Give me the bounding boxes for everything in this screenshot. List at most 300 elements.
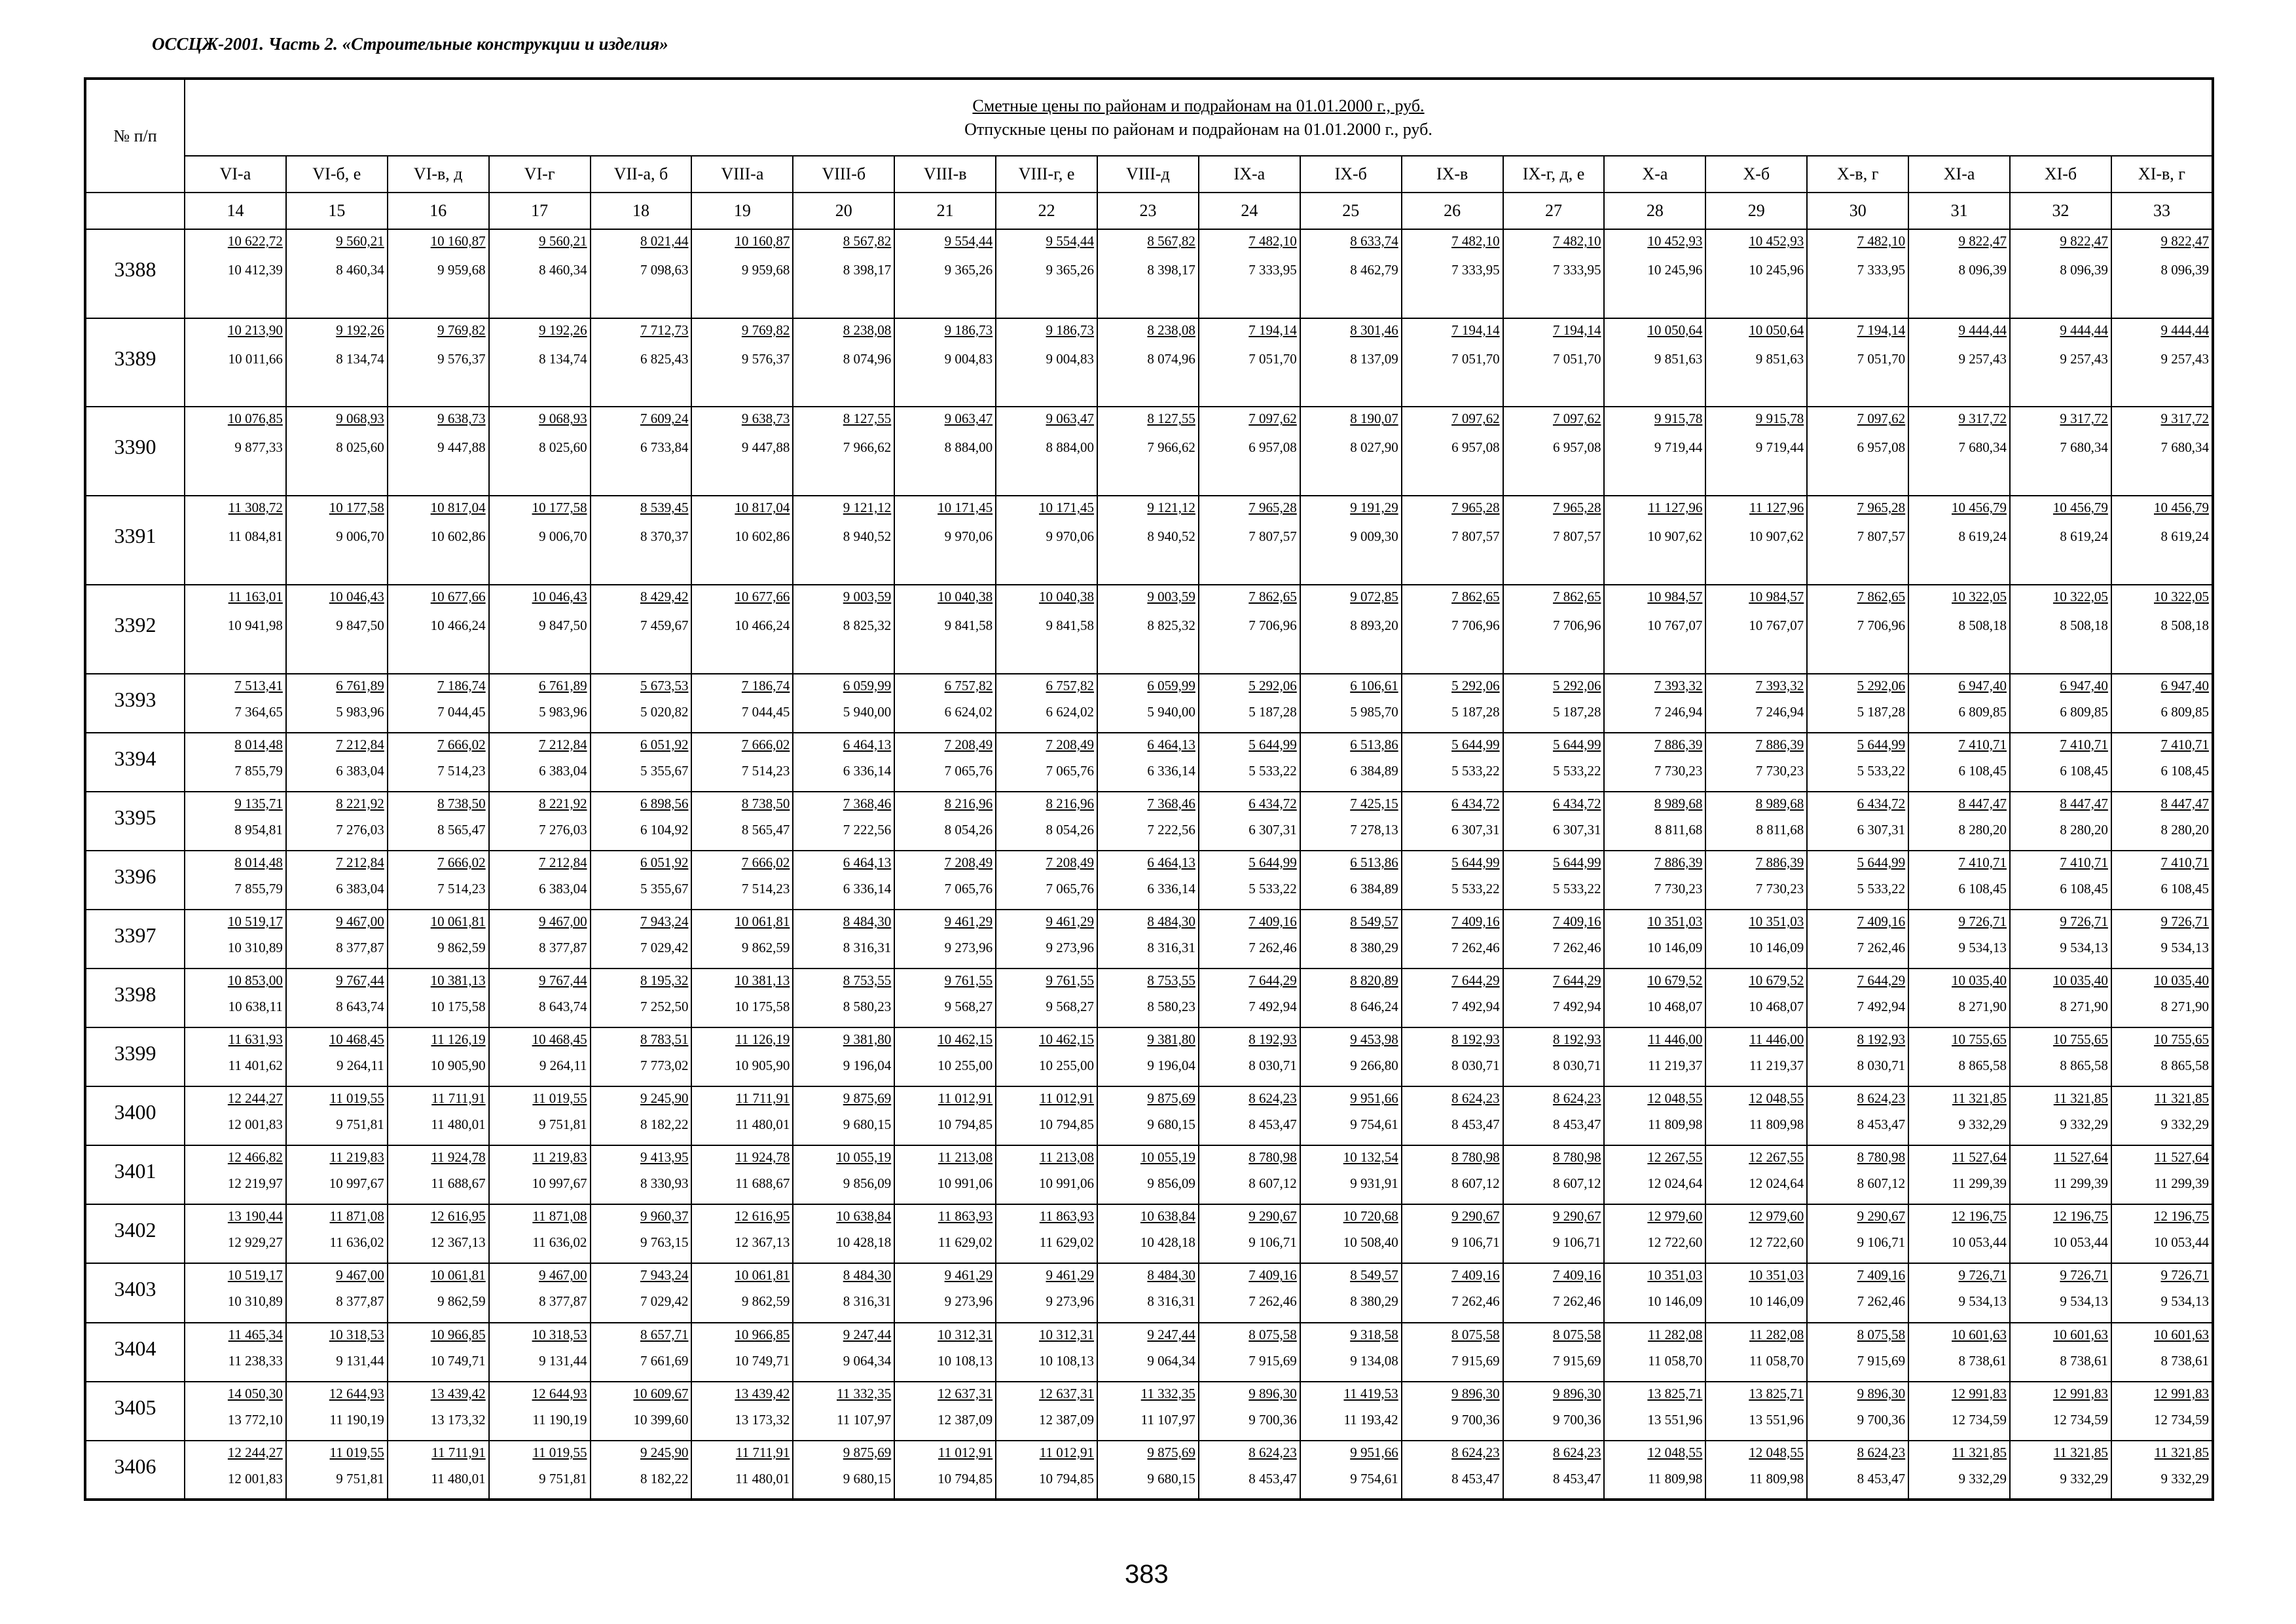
table-row [85,585,2213,674]
estimated-price: 7 886,39 [1654,854,1703,870]
wholesale-price: 8 453,47 [1857,1116,1906,1133]
wholesale-price: 8 738,61 [2060,1352,2108,1369]
wholesale-price: 5 533,22 [1248,762,1297,779]
estimated-price: 9 461,29 [1046,913,1095,929]
wholesale-price: 8 370,37 [640,528,689,545]
price-cell [1807,1086,1908,1145]
price-cell [1705,1145,1807,1204]
estimated-price: 11 282,08 [1749,1326,1804,1342]
wholesale-price: 8 462,79 [1350,262,1398,278]
estimated-price: 5 644,99 [1857,736,1906,752]
wholesale-price: 10 767,07 [1749,617,1804,633]
column-number: 17 [489,193,591,229]
price-cell [793,1204,894,1263]
wholesale-price: 8 074,96 [843,350,892,367]
estimated-price: 8 624,23 [1857,1444,1906,1460]
price-cell [691,969,793,1027]
wholesale-price: 10 428,18 [836,1234,892,1251]
price-cell [388,1323,489,1382]
wholesale-price: 6 307,31 [1857,821,1906,838]
price-cell [591,318,692,407]
estimated-price: 7 097,62 [1857,411,1906,427]
wholesale-price: 8 865,58 [2060,1058,2108,1074]
estimated-price: 12 048,55 [1749,1444,1804,1460]
price-cell [489,1145,591,1204]
price-cell [894,674,996,733]
price-cell [286,969,388,1027]
wholesale-price: 10 399,60 [633,1411,689,1428]
wholesale-price: 8 619,24 [2060,528,2108,545]
wholesale-price: 7 051,70 [1451,350,1500,367]
wholesale-price: 5 983,96 [539,703,587,720]
price-cell [489,674,591,733]
wholesale-price: 8 825,32 [1147,617,1195,633]
estimated-price: 12 048,55 [1647,1090,1703,1107]
estimated-price: 9 769,82 [437,322,486,338]
wholesale-price: 9 751,81 [539,1116,587,1133]
price-cell [691,1382,793,1441]
wholesale-price: 12 734,59 [2153,1411,2209,1428]
price-cell [2111,733,2213,792]
wholesale-price: 10 255,00 [938,1058,993,1074]
price-cell [489,1382,591,1441]
table-row [85,792,2213,851]
estimated-price: 9 822,47 [2160,233,2209,249]
price-cell [691,1145,793,1204]
wholesale-price: 9 006,70 [336,528,384,545]
wholesale-price: 9 273,96 [944,939,993,955]
estimated-price: 12 616,95 [430,1208,486,1225]
estimated-price: 7 409,16 [1248,1267,1297,1283]
price-cell [1300,318,1402,407]
wholesale-price: 8 453,47 [1248,1470,1297,1486]
price-cell [286,229,388,318]
price-cell [2010,969,2111,1027]
estimated-price: 6 761,89 [539,677,587,693]
estimated-price: 11 419,53 [1343,1385,1398,1401]
row-number: 3394 [85,733,185,792]
price-cell [1908,1382,2010,1441]
wholesale-price: 5 533,22 [1248,880,1297,896]
price-cell [1503,318,1605,407]
estimated-price: 8 238,08 [1147,322,1195,338]
price-cell [1705,1382,1807,1441]
wholesale-price: 8 607,12 [1857,1175,1906,1192]
estimated-price: 10 050,64 [1749,322,1804,338]
wholesale-price: 9 970,06 [944,528,993,545]
wholesale-price: 9 534,13 [1958,1293,2007,1310]
price-cell [2010,1263,2111,1322]
wholesale-price: 8 137,09 [1350,350,1398,367]
price-cell [996,674,1097,733]
estimated-price: 12 048,55 [1749,1090,1804,1107]
price-cell [1908,1027,2010,1086]
price-cell [388,496,489,585]
estimated-price: 8 484,30 [1147,1267,1195,1283]
estimated-price: 7 410,71 [1958,854,2007,870]
region-header: XI-а [1908,156,2010,193]
estimated-price: 7 666,02 [437,736,486,752]
wholesale-price: 11 480,01 [735,1470,790,1486]
estimated-price: 10 984,57 [1749,588,1804,604]
price-cell [591,1086,692,1145]
estimated-price: 12 244,27 [227,1444,283,1460]
price-cell [793,407,894,496]
row-number: 3403 [85,1263,185,1322]
price-cell [1908,1263,2010,1322]
wholesale-price: 7 807,57 [1248,528,1297,545]
wholesale-price: 9 273,96 [944,1293,993,1310]
wholesale-price: 8 096,39 [1958,262,2007,278]
price-cell [1705,1441,1807,1500]
table-row [85,1382,2213,1441]
table-row [85,674,2213,733]
column-number: 24 [1199,193,1300,229]
region-header: VI-г [489,156,591,193]
wholesale-price: 7 276,03 [539,821,587,838]
estimated-price: 8 549,57 [1350,913,1398,929]
estimated-price: 9 875,69 [1147,1090,1195,1107]
price-cell [1908,585,2010,674]
estimated-price: 10 720,68 [1343,1208,1398,1225]
wholesale-price: 8 134,74 [336,350,384,367]
wholesale-price: 7 262,46 [1857,939,1906,955]
wholesale-price: 8 453,47 [1857,1470,1906,1486]
estimated-price: 10 076,85 [227,411,283,427]
column-number: 27 [1503,193,1605,229]
price-cell [185,674,286,733]
estimated-price: 9 638,73 [437,411,486,427]
price-cell [388,910,489,969]
estimated-price: 10 966,85 [430,1326,486,1342]
wholesale-price: 9 568,27 [1046,998,1095,1014]
price-cell [1300,585,1402,674]
price-cell [996,910,1097,969]
estimated-price: 10 755,65 [1952,1031,2007,1048]
estimated-price: 12 466,82 [227,1149,283,1166]
price-cell [793,969,894,1027]
region-header: IX-б [1300,156,1402,193]
wholesale-price: 7 051,70 [1248,350,1297,367]
wholesale-price: 9 447,88 [741,439,790,456]
wholesale-price: 9 332,29 [1958,1470,2007,1486]
price-cell [388,969,489,1027]
wholesale-price: 13 551,96 [1749,1411,1804,1428]
estimated-price: 12 644,93 [329,1385,384,1401]
price-cell [793,1323,894,1382]
wholesale-price: 5 940,00 [1147,703,1195,720]
price-cell [1097,1441,1199,1500]
price-cell [1300,969,1402,1027]
estimated-price: 7 097,62 [1552,411,1601,427]
region-header: XI-в, г [2111,156,2213,193]
price-cell [591,792,692,851]
wholesale-price: 5 187,28 [1552,703,1601,720]
price-cell [1402,733,1503,792]
price-cell [591,407,692,496]
row-number: 3396 [85,851,185,910]
price-cell [996,1204,1097,1263]
estimated-price: 9 186,73 [944,322,993,338]
wholesale-price: 12 219,97 [227,1175,283,1192]
wholesale-price: 11 219,37 [1749,1058,1804,1074]
estimated-price: 8 221,92 [539,795,587,811]
wholesale-price: 8 271,90 [1958,998,2007,1014]
price-cell [1604,496,1705,585]
price-cell [185,792,286,851]
price-cell [388,407,489,496]
wholesale-price: 9 862,59 [437,1293,486,1310]
wholesale-price: 10 255,00 [1039,1058,1095,1074]
price-cell [1908,910,2010,969]
estimated-price: 12 196,75 [2052,1208,2108,1225]
region-header: IX-а [1199,156,1300,193]
price-cell [691,1441,793,1500]
estimated-price: 7 208,49 [1046,854,1095,870]
estimated-price: 9 960,37 [640,1208,689,1225]
row-number: 3404 [85,1323,185,1382]
estimated-price: 11 924,78 [431,1149,486,1166]
price-cell [2010,1086,2111,1145]
wholesale-price: 9 576,37 [437,350,486,367]
price-cell [1604,585,1705,674]
wholesale-price: 10 175,58 [735,998,790,1014]
estimated-price: 7 186,74 [741,677,790,693]
row-number: 3392 [85,585,185,674]
estimated-price: 9 317,72 [2160,411,2209,427]
estimated-price: 7 409,16 [1857,913,1906,929]
price-cell [1604,1027,1705,1086]
price-cell [691,910,793,969]
estimated-price: 8 624,23 [1857,1090,1906,1107]
price-cell [1604,407,1705,496]
wholesale-price: 9 106,71 [1857,1234,1906,1251]
region-header: XI-б [2010,156,2111,193]
estimated-price: 7 965,28 [1248,500,1297,516]
estimated-price: 11 871,08 [329,1208,384,1225]
wholesale-price: 10 749,71 [735,1352,790,1369]
price-cell [591,1382,692,1441]
price-cell [1807,318,1908,407]
column-number: 28 [1604,193,1705,229]
estimated-price: 5 644,99 [1552,854,1601,870]
estimated-price: 9 247,44 [1147,1326,1195,1342]
wholesale-price: 7 680,34 [2060,439,2108,456]
price-cell [1604,1382,1705,1441]
price-cell [793,1027,894,1086]
price-cell [691,229,793,318]
price-cell [1908,1441,2010,1500]
price-cell [1908,733,2010,792]
region-header: VIII-д [1097,156,1199,193]
wholesale-price: 7 262,46 [1451,1293,1500,1310]
price-cell [388,733,489,792]
wholesale-price: 8 453,47 [1451,1116,1500,1133]
estimated-price: 7 212,84 [539,854,587,870]
price-cell [894,1382,996,1441]
wholesale-price: 9 006,70 [539,528,587,545]
wholesale-price: 8 646,24 [1350,998,1398,1014]
price-cell [1705,1323,1807,1382]
estimated-price: 6 947,40 [2160,677,2209,693]
estimated-price: 10 035,40 [2052,972,2108,988]
price-cell [996,1441,1097,1500]
estimated-price: 6 947,40 [2060,677,2108,693]
price-cell [388,1204,489,1263]
estimated-price: 9 560,21 [539,233,587,249]
price-cell [185,318,286,407]
price-cell [185,851,286,910]
price-cell [388,674,489,733]
estimated-price: 8 216,96 [1046,795,1095,811]
estimated-price: 5 644,99 [1552,736,1601,752]
wholesale-price: 8 453,47 [1552,1470,1601,1486]
wholesale-price: 10 466,24 [430,617,486,633]
price-cell [2111,585,2213,674]
price-cell [591,1204,692,1263]
price-cell [388,851,489,910]
wholesale-price: 7 051,70 [1857,350,1906,367]
estimated-price: 8 447,47 [2060,795,2108,811]
wholesale-price: 6 108,45 [2160,762,2209,779]
wholesale-price: 5 020,82 [640,703,689,720]
estimated-price: 10 638,84 [836,1208,892,1225]
price-cell [1705,910,1807,969]
price-cell [1908,1145,2010,1204]
estimated-price: 9 726,71 [2060,913,2108,929]
price-cell [286,733,388,792]
wholesale-price: 7 915,69 [1248,1352,1297,1369]
estimated-price: 11 213,08 [1039,1149,1095,1166]
estimated-price: 7 186,74 [437,677,486,693]
wholesale-price: 10 468,07 [1647,998,1703,1014]
estimated-price: 9 554,44 [1046,233,1095,249]
estimated-price: 9 186,73 [1046,322,1095,338]
estimated-price: 10 312,31 [938,1326,993,1342]
wholesale-price: 8 580,23 [843,998,892,1014]
estimated-price: 11 219,83 [329,1149,384,1166]
price-cell [388,318,489,407]
estimated-price: 9 875,69 [1147,1444,1195,1460]
price-cell [2010,496,2111,585]
estimated-price: 7 409,16 [1857,1267,1906,1283]
price-cell [286,1027,388,1086]
estimated-price: 12 991,83 [2052,1385,2108,1401]
estimated-price: 8 484,30 [843,913,892,929]
estimated-price: 6 513,86 [1350,736,1398,752]
wholesale-price: 10 997,67 [329,1175,384,1192]
row-number: 3389 [85,318,185,407]
price-cell [286,496,388,585]
price-cell [1097,969,1199,1027]
estimated-price: 10 171,45 [938,500,993,516]
wholesale-price: 9 680,15 [843,1116,892,1133]
price-cell [1604,969,1705,1027]
price-cell [1097,585,1199,674]
price-cell [1503,585,1605,674]
price-cell [489,229,591,318]
estimated-price: 7 862,65 [1552,588,1601,604]
wholesale-price: 10 794,85 [1039,1116,1095,1133]
estimated-price: 9 191,29 [1350,500,1398,516]
estimated-price: 9 290,67 [1552,1208,1601,1225]
wholesale-price: 10 907,62 [1647,528,1703,545]
price-cell [1199,674,1300,733]
wholesale-price: 9 700,36 [1451,1411,1500,1428]
estimated-price: 10 046,43 [532,588,587,604]
wholesale-price: 10 991,06 [1039,1175,1095,1192]
wholesale-price: 9 134,08 [1350,1352,1398,1369]
wholesale-price: 9 196,04 [1147,1058,1195,1074]
estimated-price: 8 633,74 [1350,233,1398,249]
wholesale-price: 12 722,60 [1749,1234,1804,1251]
wholesale-price: 9 751,81 [336,1470,384,1486]
wholesale-price: 12 024,64 [1647,1175,1703,1192]
estimated-price: 10 601,63 [2052,1326,2108,1342]
price-cell [2111,674,2213,733]
price-cell [286,407,388,496]
wholesale-price: 7 730,23 [1755,762,1804,779]
price-cell [1908,407,2010,496]
price-cell [2111,1145,2213,1204]
estimated-price: 9 318,58 [1350,1326,1398,1342]
wholesale-price: 10 602,86 [735,528,790,545]
wholesale-price: 9 257,43 [2160,350,2209,367]
price-cell [1503,1382,1605,1441]
estimated-price: 8 075,58 [1552,1326,1601,1342]
estimated-price: 14 050,30 [227,1385,283,1401]
price-cell [489,1441,591,1500]
document-title: ОССЦЖ-2001. Часть 2. «Строительные конструкции и изделия» [152,34,668,54]
estimated-price: 6 434,72 [1248,795,1297,811]
wholesale-price: 7 730,23 [1654,880,1703,896]
wholesale-price: 10 175,58 [430,998,486,1014]
estimated-price: 9 896,30 [1248,1385,1297,1401]
estimated-price: 7 208,49 [1046,736,1095,752]
wholesale-price: 10 638,11 [228,998,283,1014]
price-cell [1097,1027,1199,1086]
estimated-price: 7 409,16 [1248,913,1297,929]
price-cell [1402,910,1503,969]
table-row [85,318,2213,407]
region-header-row [85,156,2213,193]
wholesale-price: 11 193,42 [1343,1411,1398,1428]
estimated-price: 9 444,44 [2060,322,2108,338]
price-cell [1807,1382,1908,1441]
wholesale-price: 8 460,34 [336,262,384,278]
wholesale-price: 9 841,58 [1046,617,1095,633]
wholesale-price: 7 278,13 [1350,821,1398,838]
estimated-price: 8 624,23 [1552,1090,1601,1107]
wholesale-price: 8 054,26 [1046,821,1095,838]
row-number: 3391 [85,496,185,585]
estimated-price: 12 616,95 [735,1208,790,1225]
table-row [85,1204,2213,1263]
wholesale-price: 6 307,31 [1451,821,1500,838]
price-cell [1604,1145,1705,1204]
price-cell [2111,1441,2213,1500]
price-cell [185,496,286,585]
region-header: IX-в [1402,156,1503,193]
wholesale-price: 8 825,32 [843,617,892,633]
wholesale-price: 11 629,02 [938,1234,993,1251]
table-row [85,407,2213,496]
wholesale-price: 9 534,13 [2060,1293,2108,1310]
price-cell [1604,1441,1705,1500]
estimated-price: 9 192,26 [336,322,384,338]
estimated-price: 5 644,99 [1451,854,1500,870]
estimated-price: 9 063,47 [944,411,993,427]
